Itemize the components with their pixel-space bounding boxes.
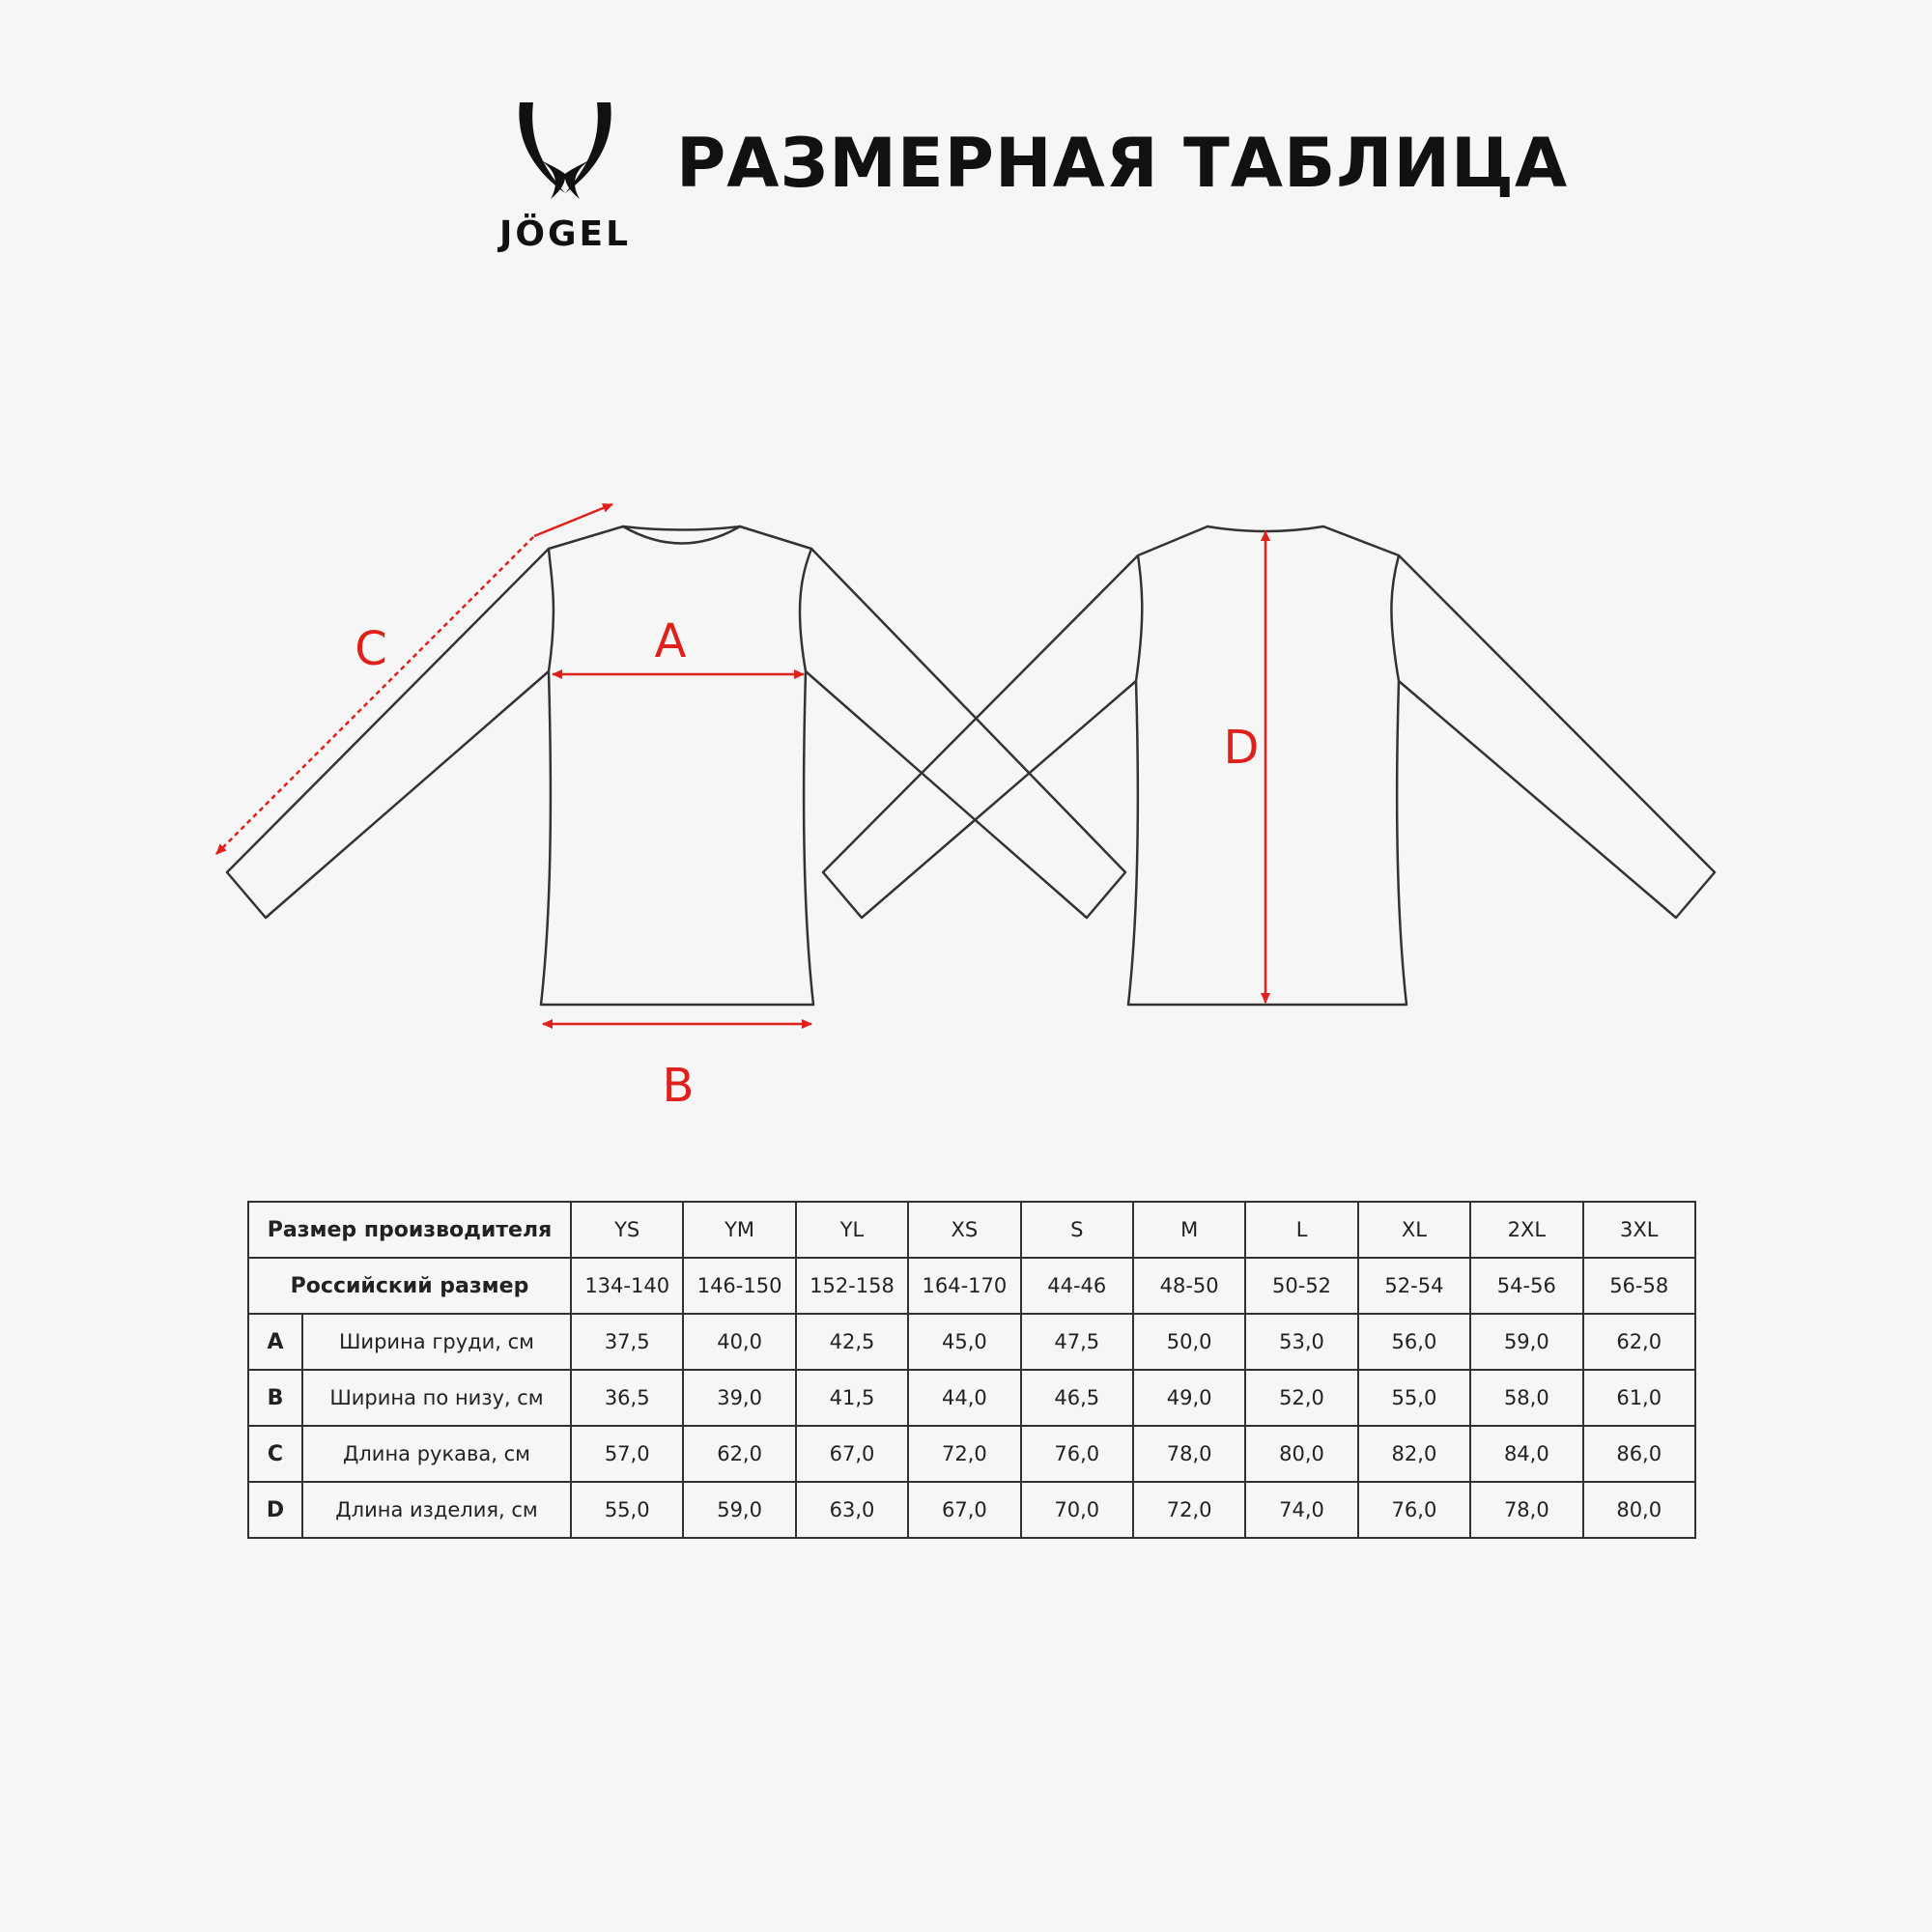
measurement-value: 59,0 <box>1470 1314 1582 1370</box>
measurement-value: 70,0 <box>1021 1482 1133 1538</box>
measurement-value: 74,0 <box>1245 1482 1357 1538</box>
header <box>0 0 1932 290</box>
russian-size-cell: 152-158 <box>796 1258 908 1314</box>
measurement-value: 40,0 <box>683 1314 795 1370</box>
measurement-row <box>248 1482 1695 1538</box>
size-table-body <box>248 1202 1695 1538</box>
russian-size-cell: 56-58 <box>1583 1258 1695 1314</box>
russian-size-cell: 48-50 <box>1133 1258 1245 1314</box>
measurement-value: 67,0 <box>908 1482 1020 1538</box>
russian-size-cell: 44-46 <box>1021 1258 1133 1314</box>
measurement-value: 55,0 <box>571 1482 683 1538</box>
measurement-value: 76,0 <box>1358 1482 1470 1538</box>
measure-label-c: C <box>355 622 387 676</box>
measure-line-c <box>216 536 534 854</box>
measurement-name: Длина рукава, см <box>302 1426 571 1482</box>
measurement-value: 62,0 <box>1583 1314 1695 1370</box>
measurement-value: 80,0 <box>1245 1426 1357 1482</box>
measurement-letter: D <box>248 1482 302 1538</box>
measure-label-d: D <box>1223 721 1260 775</box>
measurement-value: 45,0 <box>908 1314 1020 1370</box>
measurement-value: 61,0 <box>1583 1370 1695 1426</box>
measurement-value: 42,5 <box>796 1314 908 1370</box>
measure-label-b: B <box>662 1059 695 1113</box>
measurement-value: 80,0 <box>1583 1482 1695 1538</box>
garment-diagram-svg <box>0 464 1932 1121</box>
measurement-value: 52,0 <box>1245 1370 1357 1426</box>
measurement-name: Ширина груди, см <box>302 1314 571 1370</box>
back-right-sleeve <box>1399 555 1715 918</box>
measurement-letter: B <box>248 1370 302 1426</box>
measure-line-c-top <box>534 504 612 536</box>
manufacturer-size-cell: YS <box>571 1202 683 1258</box>
measurement-value: 49,0 <box>1133 1370 1245 1426</box>
measurement-value: 72,0 <box>1133 1482 1245 1538</box>
manufacturer-size-row <box>248 1202 1695 1258</box>
garment-diagram <box>0 464 1932 1121</box>
measurement-name: Ширина по низу, см <box>302 1370 571 1426</box>
measurement-value: 86,0 <box>1583 1426 1695 1482</box>
measurement-value: 78,0 <box>1470 1482 1582 1538</box>
back-body-outline <box>1128 526 1406 1005</box>
manufacturer-size-cell: XL <box>1358 1202 1470 1258</box>
measurement-value: 44,0 <box>908 1370 1020 1426</box>
brand-logo <box>483 100 647 255</box>
measurement-value: 59,0 <box>683 1482 795 1538</box>
size-table <box>247 1201 1696 1539</box>
manufacturer-size-cell: M <box>1133 1202 1245 1258</box>
russian-size-cell: 164-170 <box>908 1258 1020 1314</box>
measurement-value: 39,0 <box>683 1370 795 1426</box>
russian-size-label: Российский размер <box>248 1258 571 1314</box>
front-body-outline <box>541 526 813 1005</box>
measurement-letter: A <box>248 1314 302 1370</box>
measurement-row <box>248 1370 1695 1426</box>
measurement-value: 46,5 <box>1021 1370 1133 1426</box>
manufacturer-size-cell: YL <box>796 1202 908 1258</box>
manufacturer-size-cell: XS <box>908 1202 1020 1258</box>
manufacturer-size-cell: 3XL <box>1583 1202 1695 1258</box>
measurement-name: Длина изделия, см <box>302 1482 571 1538</box>
manufacturer-size-cell: L <box>1245 1202 1357 1258</box>
measurement-value: 62,0 <box>683 1426 795 1482</box>
manufacturer-size-label: Размер производителя <box>248 1202 571 1258</box>
measurement-value: 41,5 <box>796 1370 908 1426</box>
russian-size-cell: 50-52 <box>1245 1258 1357 1314</box>
measurement-value: 37,5 <box>571 1314 683 1370</box>
russian-size-cell: 134-140 <box>571 1258 683 1314</box>
back-view <box>823 526 1715 1005</box>
russian-size-cell: 146-150 <box>683 1258 795 1314</box>
measurement-letter: C <box>248 1426 302 1482</box>
measurement-row <box>248 1314 1695 1370</box>
measurement-value: 84,0 <box>1470 1426 1582 1482</box>
manufacturer-size-cell: YM <box>683 1202 795 1258</box>
front-right-sleeve <box>806 549 1125 918</box>
measurement-value: 36,5 <box>571 1370 683 1426</box>
measurement-value: 82,0 <box>1358 1426 1470 1482</box>
measurement-value: 76,0 <box>1021 1426 1133 1482</box>
brand-emblem-icon <box>512 100 618 207</box>
measurement-row <box>248 1426 1695 1482</box>
manufacturer-size-cell: 2XL <box>1470 1202 1582 1258</box>
measurement-value: 63,0 <box>796 1482 908 1538</box>
page-title: РАЗМЕРНАЯ ТАБЛИЦА <box>676 124 1569 203</box>
russian-size-cell: 52-54 <box>1358 1258 1470 1314</box>
measurement-value: 67,0 <box>796 1426 908 1482</box>
russian-size-row <box>248 1258 1695 1314</box>
measurement-value: 57,0 <box>571 1426 683 1482</box>
measurement-value: 50,0 <box>1133 1314 1245 1370</box>
front-left-sleeve <box>227 549 549 918</box>
russian-size-cell: 54-56 <box>1470 1258 1582 1314</box>
measurement-value: 56,0 <box>1358 1314 1470 1370</box>
measurement-lines <box>216 504 1265 1024</box>
measurement-value: 58,0 <box>1470 1370 1582 1426</box>
measurement-value: 72,0 <box>908 1426 1020 1482</box>
front-view <box>227 526 1125 1005</box>
measurement-value: 47,5 <box>1021 1314 1133 1370</box>
measurement-value: 55,0 <box>1358 1370 1470 1426</box>
measure-label-a: A <box>654 614 687 668</box>
manufacturer-size-cell: S <box>1021 1202 1133 1258</box>
measurement-value: 78,0 <box>1133 1426 1245 1482</box>
measurement-value: 53,0 <box>1245 1314 1357 1370</box>
brand-logo-text: JÖGEL <box>498 214 632 254</box>
front-neckline <box>623 526 740 530</box>
